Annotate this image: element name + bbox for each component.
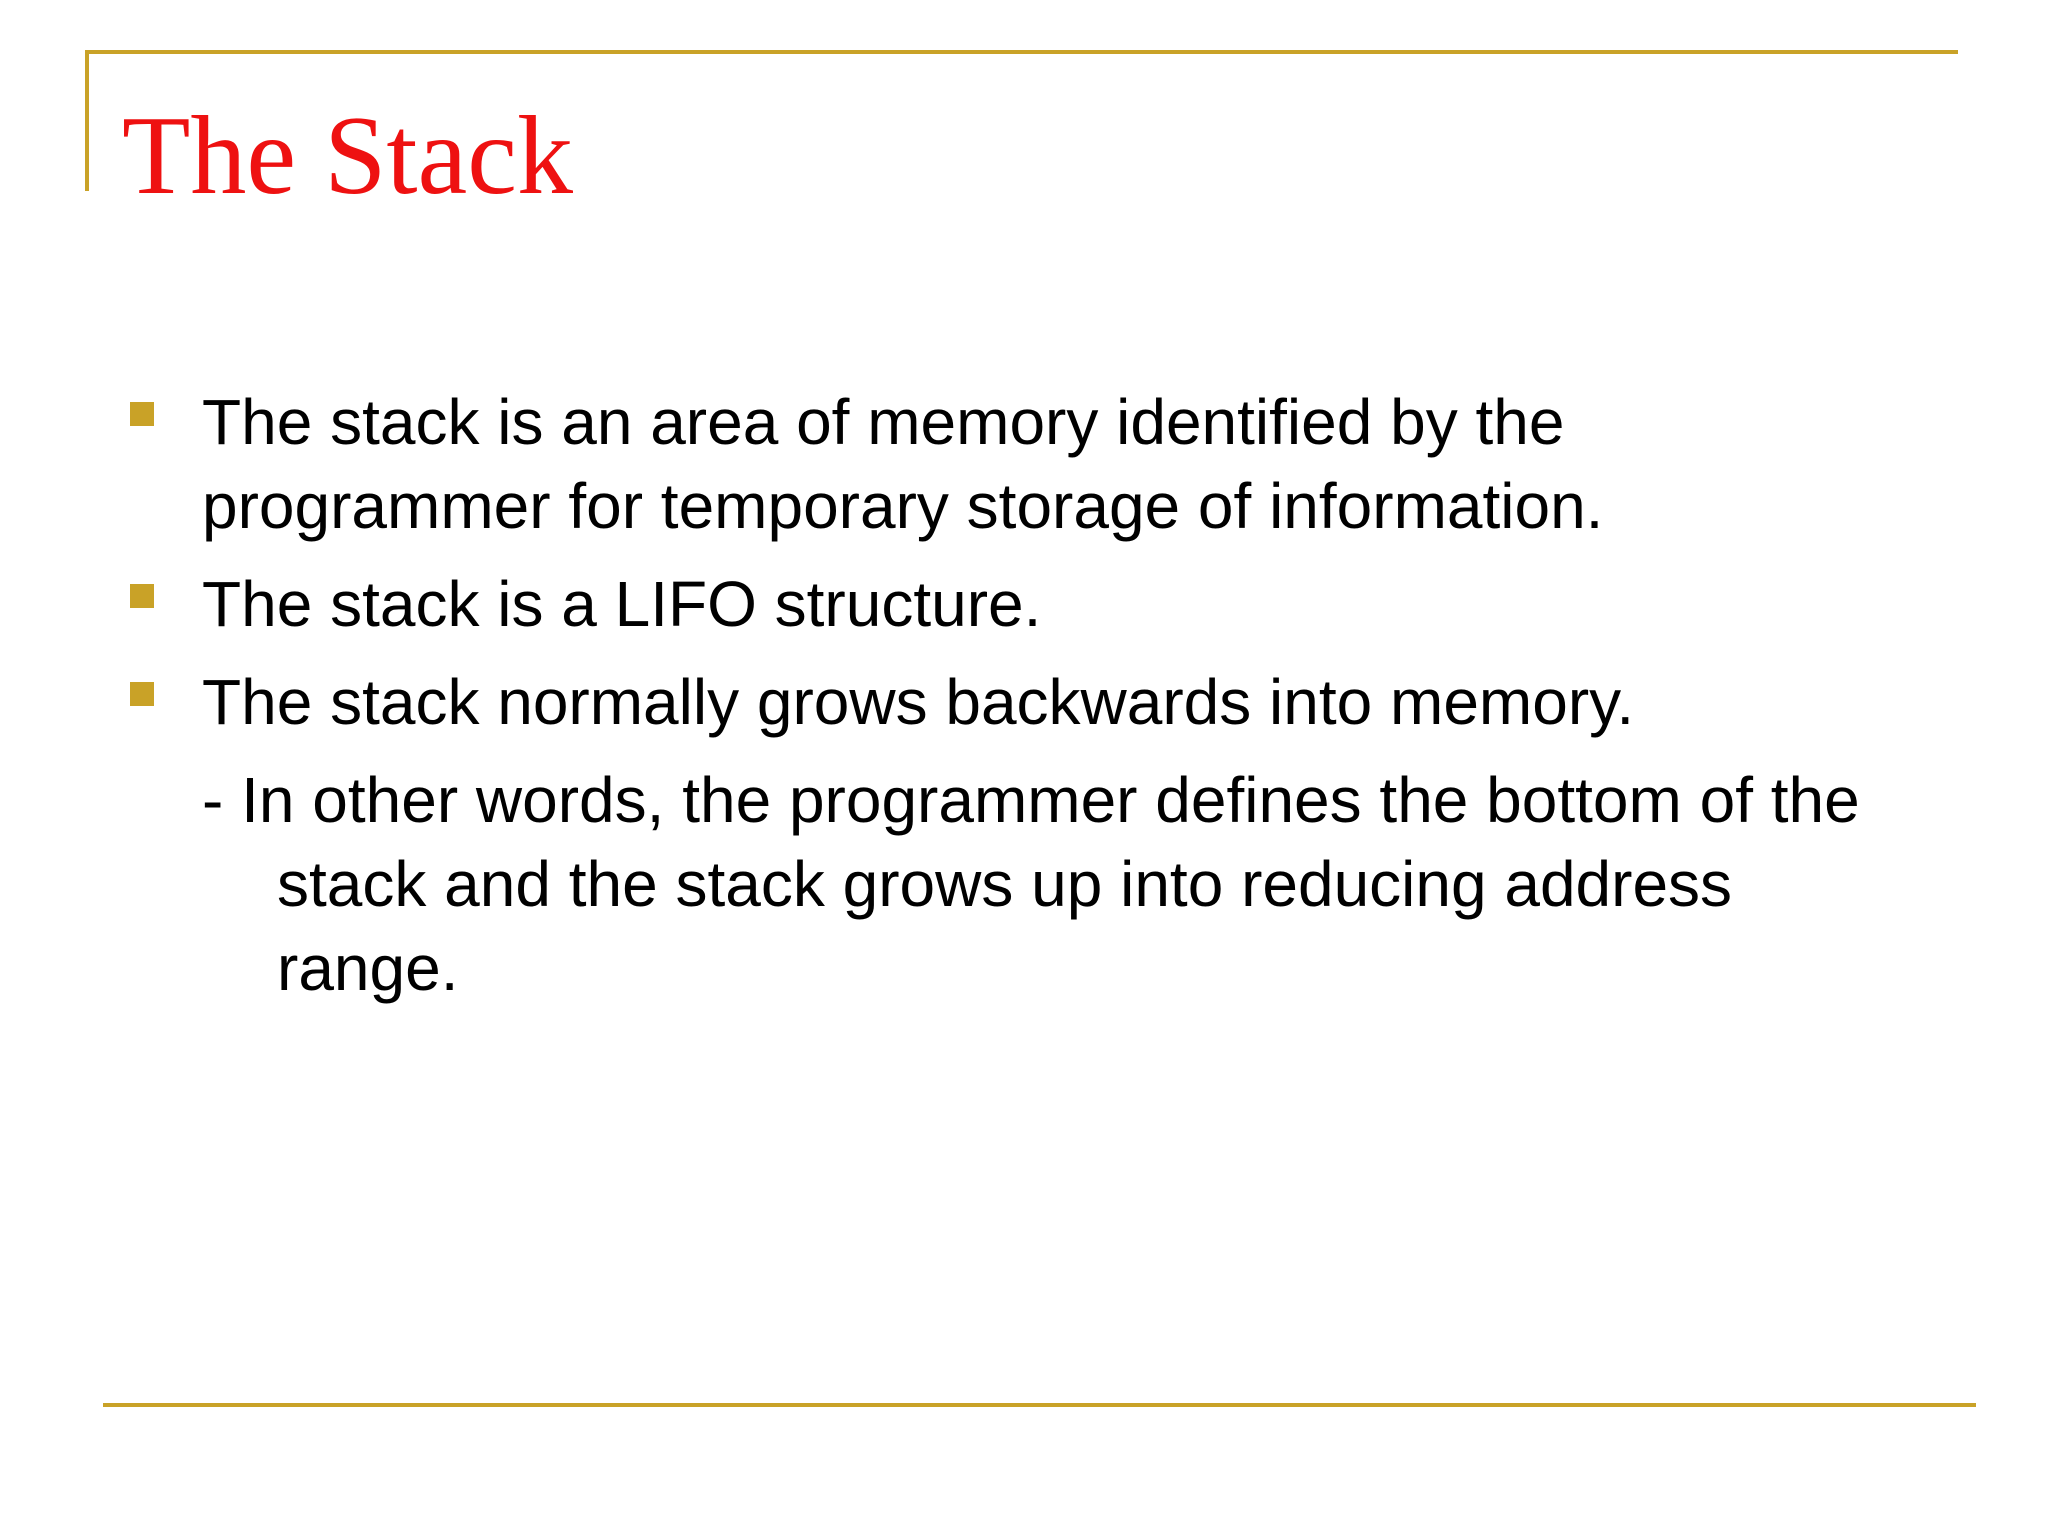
square-bullet-icon [130, 682, 154, 706]
bullet-text: The stack is an area of memory identified by the programmer for temporary storage of information. [202, 386, 1604, 542]
bullet-text: The stack normally grows backwards into memory. [202, 666, 1635, 738]
square-bullet-icon [130, 584, 154, 608]
left-divider [85, 50, 89, 191]
bullet-item [122, 660, 1922, 744]
bullet-item [122, 380, 1922, 548]
bottom-divider [103, 1403, 1976, 1407]
slide-title: The Stack [122, 94, 573, 218]
slide-body [122, 380, 1922, 1010]
sub-bullet-text: - In other words, the programmer defines the bottom of the stack and the stack grows up into reducing address range. [202, 764, 1860, 1004]
top-divider [85, 50, 1958, 54]
bullet-item [122, 562, 1922, 646]
bullet-text: The stack is a LIFO structure. [202, 568, 1042, 640]
square-bullet-icon [130, 402, 154, 426]
